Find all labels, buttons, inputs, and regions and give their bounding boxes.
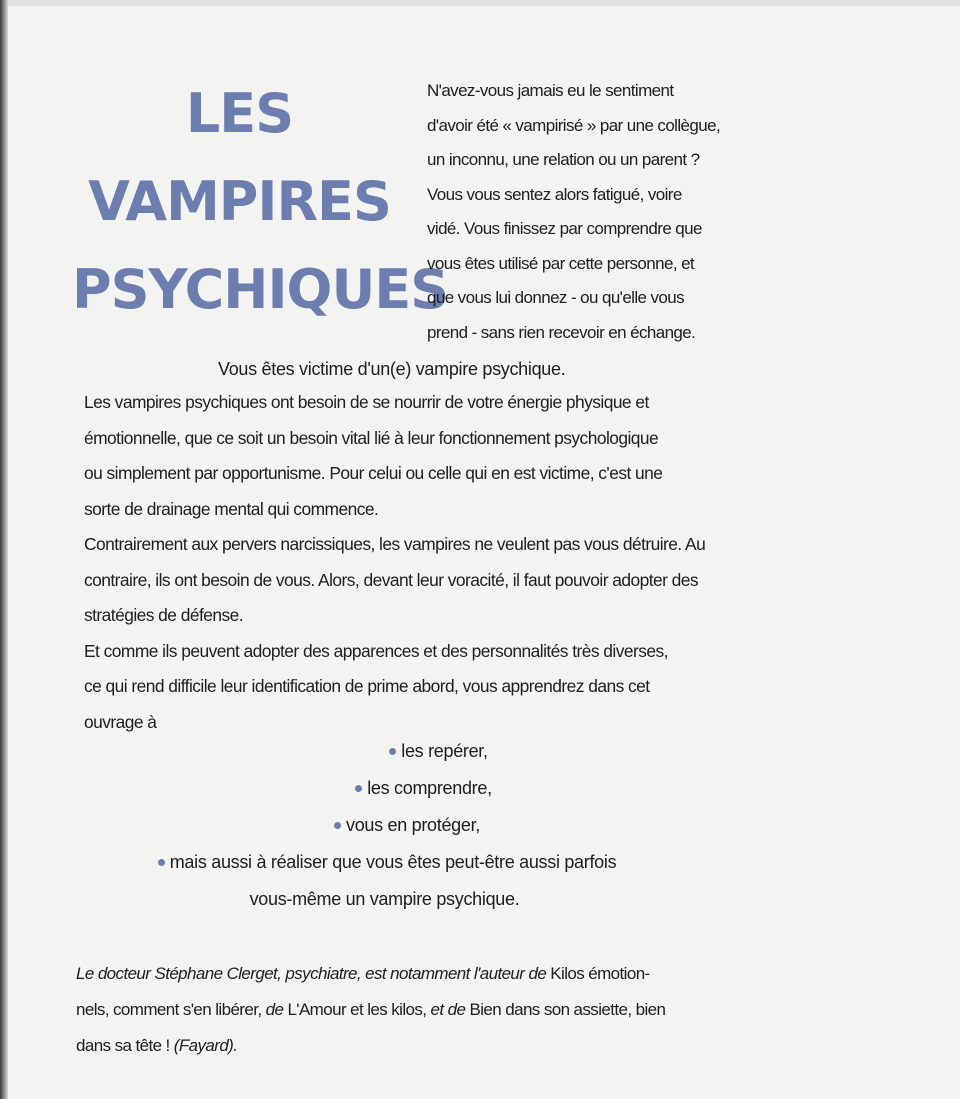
intro-line: N'avez-vous jamais eu le sentiment	[427, 81, 674, 100]
author-bio-text: de	[265, 1000, 288, 1019]
book-title-1: Kilos émotion-	[550, 964, 650, 983]
bullet-dot-icon	[389, 748, 396, 755]
body-line: sorte de drainage mental qui commence.	[84, 498, 379, 519]
body-line: ce qui rend difficile leur identification de prime abord, vous apprendrez dans cet	[84, 676, 650, 696]
bullet-text: mais aussi à réaliser que vous êtes peut-être aussi parfois	[169, 852, 617, 872]
body-line: stratégies de défense.	[84, 605, 244, 625]
intro-line: Vous vous sentez alors fatigué, voire	[427, 184, 682, 204]
title-line-3: PSYCHIQUES	[72, 258, 449, 321]
book-title-1-cont: nels, comment s'en libérer,	[76, 1000, 266, 1019]
body-line: contraire, ils ont besoin de vous. Alors, devant leur voracité, il faut pouvoir adopter des	[84, 569, 699, 590]
body-paragraphs	[84, 385, 720, 740]
victim-statement: Vous êtes victime d'un(e) vampire psychique.	[218, 359, 566, 379]
intro-line: vidé. Vous finissez par comprendre que	[427, 219, 702, 238]
author-bio	[76, 956, 726, 1064]
bullet-dot-icon	[158, 859, 165, 866]
publisher: (Fayard).	[173, 1036, 238, 1055]
author-bio-text: Le docteur Stéphane Clerget, psychiatre, est notamment l'auteur de	[76, 964, 551, 983]
bullet-item	[84, 770, 720, 807]
bullet-item	[84, 844, 720, 881]
title-line-2: VAMPIRES	[88, 170, 391, 233]
bullet-item	[84, 807, 720, 844]
page-title	[72, 70, 449, 334]
intro-line: vous êtes utilisé par cette personne, et	[427, 253, 695, 273]
bullet-item	[84, 733, 720, 770]
author-bio-text: et de	[430, 1000, 470, 1019]
book-title-2: L'Amour et les kilos,	[287, 1000, 431, 1019]
body-line: ou simplement par opportunisme. Pour celui ou celle qui en est victime, c'est une	[84, 463, 663, 483]
body-line: Et comme ils peuvent adopter des apparences et des personnalités très diverses,	[84, 640, 668, 661]
bullet-dot-icon	[355, 785, 362, 792]
bullet-text: les repérer,	[401, 741, 488, 761]
page-spine-shadow	[0, 0, 8, 1099]
body-line: ouvrage à	[84, 711, 157, 732]
book-title-3-cont: dans sa tête !	[76, 1036, 174, 1055]
intro-line: prend - sans rien recevoir en échange.	[427, 322, 696, 342]
intro-line: un inconnu, une relation ou un parent ?	[427, 150, 700, 169]
bullet-text: les comprendre,	[367, 778, 492, 798]
intro-line: d'avoir été « vampirisé » par une collègue,	[427, 115, 721, 135]
page-top-edge	[0, 0, 960, 6]
intro-line: que vous lui donnez - ou qu'elle vous	[427, 288, 685, 307]
body-line: Contrairement aux pervers narcissiques, les vampires ne veulent pas vous détruire. Au	[84, 534, 706, 554]
book-title-3: Bien dans son assiette, bien	[469, 1000, 666, 1019]
intro-paragraph	[427, 74, 722, 350]
bullet-list	[84, 733, 720, 918]
body-line: Les vampires psychiques ont besoin de se nourrir de votre énergie physique et	[84, 392, 649, 412]
bullet-text: vous en protéger,	[346, 815, 480, 835]
bullet-continuation: vous-même un vampire psychique.	[249, 889, 520, 909]
title-line-1: LES	[185, 82, 294, 145]
bullet-dot-icon	[334, 822, 341, 829]
body-line: émotionnelle, que ce soit un besoin vital lié à leur fonctionnement psychologique	[84, 427, 659, 448]
